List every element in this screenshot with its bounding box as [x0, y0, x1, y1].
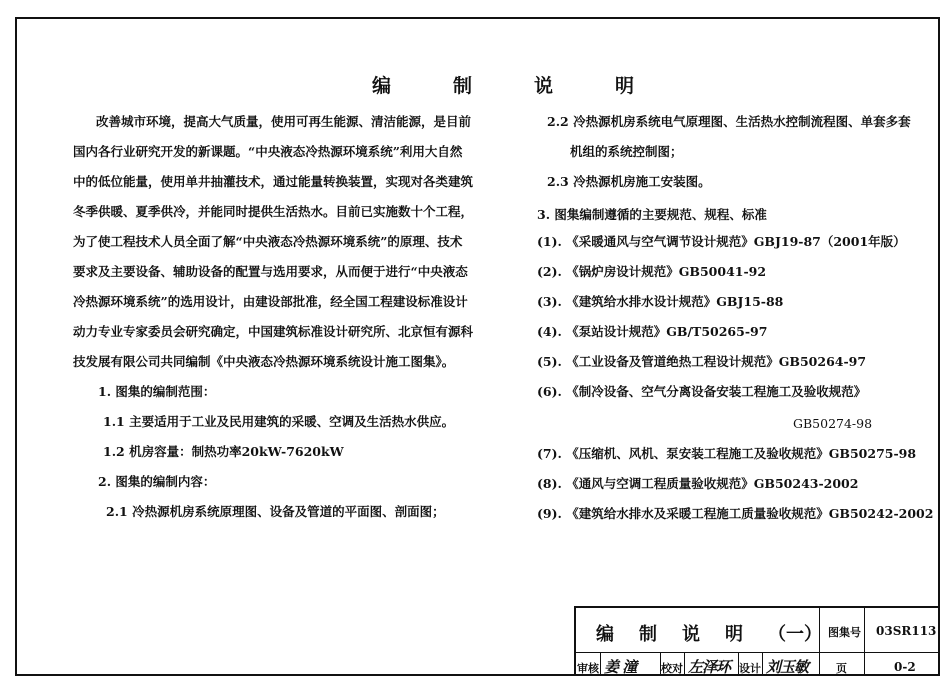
check-label: 校对	[661, 662, 683, 675]
paragraph-line: 改善城市环境，提高大气质量，使用可再生能源、清洁能源，是目前	[96, 114, 472, 129]
design-signature: 刘玉敏	[766, 658, 809, 676]
paragraph-line: 冷热源环境系统”的选用设计，由建设部批准，经全国工程建设标准设计	[73, 294, 468, 309]
standard-item: (5). 《工业设备及管道绝热工程设计规范》GB50264-97	[537, 354, 867, 369]
drawing-title-char: 编	[596, 624, 614, 645]
paragraph-line: 技发展有限公司共同编制《中央液态冷热源环境系统设计施工图集》。	[73, 354, 455, 369]
title-block-divider	[600, 652, 601, 676]
section-heading: 3. 图集编制遵循的主要规范、规程、标准	[537, 207, 767, 222]
paragraph-line: 冬季供暖、夏季供冷，并能同时提供生活热水。目前已实施数十个工程，	[73, 204, 474, 219]
paragraph-line: 动力专业专家委员会研究确定，中国建筑标准设计研究所、北京恒有源科	[73, 324, 474, 339]
standard-item: (9). 《建筑给水排水及采暖工程施工质量验收规范》GB50242-2002	[537, 506, 934, 521]
list-item: 2.3 冷热源机房施工安装图。	[547, 174, 711, 189]
paragraph-line: 为了使工程技术人员全面了解“中央液态冷热源环境系统”的原理、技术	[73, 234, 463, 249]
title-block-divider	[762, 652, 763, 676]
list-item: 2.1 冷热源机房系统原理图、设备及管道的平面图、剖面图；	[106, 504, 445, 519]
page-number: 0-2	[894, 660, 916, 674]
list-item: 1.1 主要适用于工业及民用建筑的采暖、空调及生活热水供应。	[103, 414, 455, 429]
list-item: 2.2 冷热源机房系统电气原理图、生活热水控制流程图、单套多套	[547, 114, 911, 129]
design-label: 设计	[739, 662, 761, 675]
standard-code: GB50274-98	[793, 416, 873, 431]
title-char: 说	[534, 75, 554, 97]
check-signature: 左泽环	[688, 658, 731, 676]
list-item: 机组的系统控制图；	[570, 144, 683, 159]
paragraph-line: 中的低位能量，使用单井抽灌技术，通过能量转换装置，实现对各类建筑	[73, 174, 474, 189]
standard-item: (8). 《通风与空调工程质量验收规范》GB50243-2002	[537, 476, 859, 491]
drawing-title-char: 制	[639, 624, 657, 645]
paragraph-line: 要求及主要设备、辅助设备的配置与选用要求，从而便于进行“中央液态	[73, 264, 468, 279]
drawing-title	[596, 620, 822, 646]
standard-item: (2). 《锅炉房设计规范》GB50041-92	[537, 264, 767, 279]
drawing-title-char: 明	[725, 624, 743, 645]
title-block	[574, 606, 940, 676]
standard-item: (3). 《建筑给水排水设计规范》GBJ15-88	[537, 294, 784, 309]
title-block-divider	[576, 652, 940, 653]
atlas-no: 03SR113	[876, 624, 937, 638]
section-heading: 2. 图集的编制内容：	[98, 474, 216, 489]
review-signature: 姜 潼	[604, 658, 637, 676]
review-label: 审核	[577, 662, 599, 675]
title-char: 明	[615, 75, 635, 97]
standard-item: (7). 《压缩机、风机、泵安装工程施工及验收规范》GB50275-98	[537, 446, 917, 461]
list-item: 1.2 机房容量：制热功率20kW-7620kW	[103, 444, 344, 459]
standard-item: (1). 《采暖通风与空气调节设计规范》GBJ19-87（2001年版）	[537, 234, 906, 249]
section-heading: 1. 图集的编制范围：	[98, 384, 216, 399]
title-char: 编	[372, 75, 392, 97]
atlas-no-label: 图集号	[828, 626, 861, 639]
paragraph-line: 国内各行业研究开发的新课题。“中央液态冷热源环境系统”利用大自然	[73, 144, 463, 159]
drawing-title-char: 说	[682, 624, 700, 645]
standard-item: (4). 《泵站设计规范》GB/T50265-97	[537, 324, 768, 339]
drawing-title-suffix: （一）	[768, 624, 822, 645]
standard-item: (6). 《制冷设备、空气分离设备安装工程施工及验收规范》	[537, 384, 867, 399]
title-block-divider	[684, 652, 685, 676]
title-block-divider	[864, 608, 865, 676]
title-char: 制	[453, 75, 473, 97]
page-title	[372, 71, 634, 98]
page-label: 页	[836, 662, 847, 675]
